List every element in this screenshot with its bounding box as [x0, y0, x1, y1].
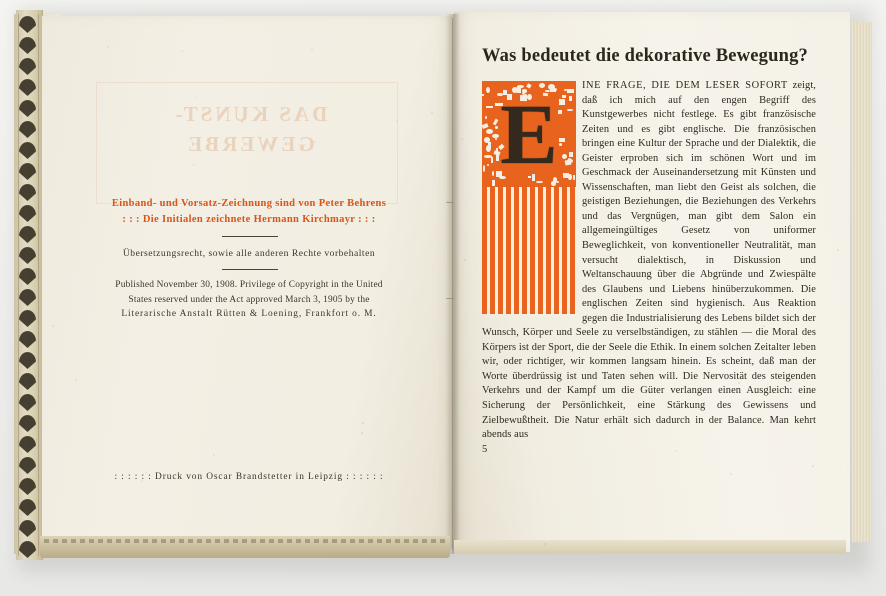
paper-speck — [213, 454, 215, 456]
endpaper-motif — [19, 478, 36, 495]
copyright-notice — [90, 278, 408, 322]
body-text-column — [482, 79, 816, 443]
gutter-fold-line — [452, 18, 453, 550]
endpaper-motif — [19, 415, 36, 432]
paper-speck — [311, 49, 313, 51]
chapter-heading: Was bedeutet die dekorative Bewegung? — [482, 46, 809, 66]
credits-line-1: Einband- und Vorsatz-Zeichnung sind von Peter Behrens — [111, 198, 387, 209]
paper-speck — [145, 472, 147, 474]
paper-speck — [107, 46, 109, 48]
endpaper-motif — [19, 100, 36, 117]
initial-letter-E: E — [500, 86, 558, 182]
left-page-content — [74, 40, 426, 518]
gutter-tick — [446, 298, 453, 299]
paper-speck — [565, 59, 566, 60]
decorative-endpaper-strip — [16, 10, 43, 560]
endpaper-motif — [19, 247, 36, 264]
paper-speck — [547, 265, 549, 267]
initial-speckled-panel — [482, 81, 576, 187]
right-page-block-edge — [852, 22, 872, 542]
endpaper-motif — [19, 226, 36, 243]
designer-credits — [90, 196, 408, 228]
paper-speck — [314, 141, 316, 143]
paper-speck — [431, 112, 433, 114]
endpaper-motif — [19, 289, 36, 306]
divider-rule-top — [222, 236, 278, 237]
copyright-line-3: Literarische Anstalt Rütten & Loening, Frankfort o. M. — [121, 309, 377, 319]
paper-speck — [659, 269, 661, 271]
opening-caps-line: INE FRAGE, DIE DEM LESER SOFORT — [582, 80, 788, 91]
paper-speck — [470, 443, 471, 444]
copyright-line-2: States reserved under the Act approved March 3, 1905 by the — [128, 294, 370, 305]
copyright-line-1: Published November 30, 1908. Privilege of Copyright in the United — [115, 280, 383, 290]
paper-speck — [763, 325, 765, 327]
gutter-tick — [446, 202, 453, 203]
endpaper-motif — [19, 205, 36, 222]
paper-speck — [447, 200, 449, 202]
endpaper-motif — [19, 37, 36, 54]
paper-speck — [557, 384, 559, 386]
credits-line-2: : : : Die Initialen zeichnete Hermann Kirchmayr : : : — [122, 214, 376, 225]
paper-speck — [241, 121, 243, 123]
paper-speck — [812, 465, 814, 467]
paper-speck — [724, 403, 725, 404]
endpaper-motif — [19, 499, 36, 516]
bottom-page-edge-right — [454, 540, 846, 554]
paper-speck — [361, 432, 363, 434]
endpaper-motif — [19, 58, 36, 75]
open-book — [14, 6, 872, 564]
paper-speck — [847, 465, 849, 467]
paper-speck — [770, 293, 772, 295]
page-number: 5 — [482, 443, 488, 455]
endpaper-motif — [19, 268, 36, 285]
endpaper-motif — [19, 436, 36, 453]
initial-stripe-panel — [482, 187, 576, 314]
endpaper-motif — [19, 163, 36, 180]
paper-speck — [461, 138, 463, 140]
printer-imprint: : : : : : : Druck von Oscar Brandstetter in Leipzig : : : : : : — [114, 472, 384, 482]
endpaper-motif — [19, 331, 36, 348]
endpaper-motif — [19, 79, 36, 96]
paper-speck — [193, 164, 195, 166]
rights-statement: Übersetzungsrecht, sowie alle anderen Rechte vorbehalten — [122, 248, 376, 259]
endpaper-motif — [19, 184, 36, 201]
endpaper-motif — [19, 352, 36, 369]
paper-speck — [528, 371, 529, 372]
endpaper-motif — [19, 121, 36, 138]
endpaper-motif — [19, 541, 36, 558]
paper-speck — [464, 259, 466, 261]
paper-speck — [362, 422, 364, 424]
right-page-content — [482, 46, 816, 455]
paper-speck — [730, 473, 732, 475]
endpaper-motif — [19, 457, 36, 474]
paper-speck — [290, 177, 291, 178]
endpaper-motif — [19, 142, 36, 159]
endpaper-motif — [19, 16, 36, 33]
paper-speck — [396, 120, 398, 122]
endpaper-motif — [19, 310, 36, 327]
book-gutter — [446, 14, 460, 554]
paper-speck — [420, 19, 421, 20]
bottom-page-edge-left — [40, 536, 450, 558]
divider-rule-bottom — [222, 269, 278, 270]
paper-speck — [232, 35, 233, 36]
showthrough-title-line1: DAS KUNST- — [172, 102, 328, 126]
endpaper-motif — [19, 373, 36, 390]
paper-speck — [738, 382, 740, 384]
decorated-initial — [482, 81, 576, 314]
paper-speck — [113, 235, 114, 236]
endpaper-motif — [19, 520, 36, 537]
paper-speck — [181, 50, 183, 52]
showthrough-title-line2: GEWERBE — [185, 132, 315, 156]
endpaper-motif — [19, 394, 36, 411]
body-text: zeigt, daß ich mich auf den engen Begriff des Kunstgewerbes nicht festlege. Es gibt französische Zeiten und es gibt englische. Die französischen bringen eine Kultur der Sprache und der Dialektik, die Geister erproben sich im schönen Wort und im Geschmack der Auseinandersetzung mit Künsten und Wissenschaften, man liebt den Geist als solchen, die geistigen Beziehungen, die Beziehungen des Verkehrs und das Vergnügen, man gibt dem Salon ein allgemeingültiges Gesetz von uniformer Beweglichkeit, von konventioneller Neutralität, man versucht dialektisch, in Diskussion und Weltanschauung über die Abgründe und Zwiespälte des Glaubens und Liebens hinüberzukommen. Die englischen Zeiten sind hygienisch. Aus Reaktion gegen die Industrialisierung des Lebens bildet sich der Wunsch, Körper und Seele zu verselbständigen, zu stählen — die Moral des Körpers ist der Sport, die der Seele die Ethik. In einem solchen Zeitalter leben wir, oder richtiger, wir kommen langsam hinein. Es scheint, daß man der Worte überdrüssig ist und Taten sehen will. Die Nervosität des steigenden Verkehrs und der Kampf um die Güter verlangen einen Ausgleich: eine Sicherung der Persönlichkeit, eine Stärkung des Gewissens und Zielbewußtheit. Die Natur erhält sich dadurch in der Balance. Man kehrt abends aus — [482, 80, 816, 441]
paper-speck — [236, 305, 237, 306]
paper-speck — [675, 450, 677, 452]
